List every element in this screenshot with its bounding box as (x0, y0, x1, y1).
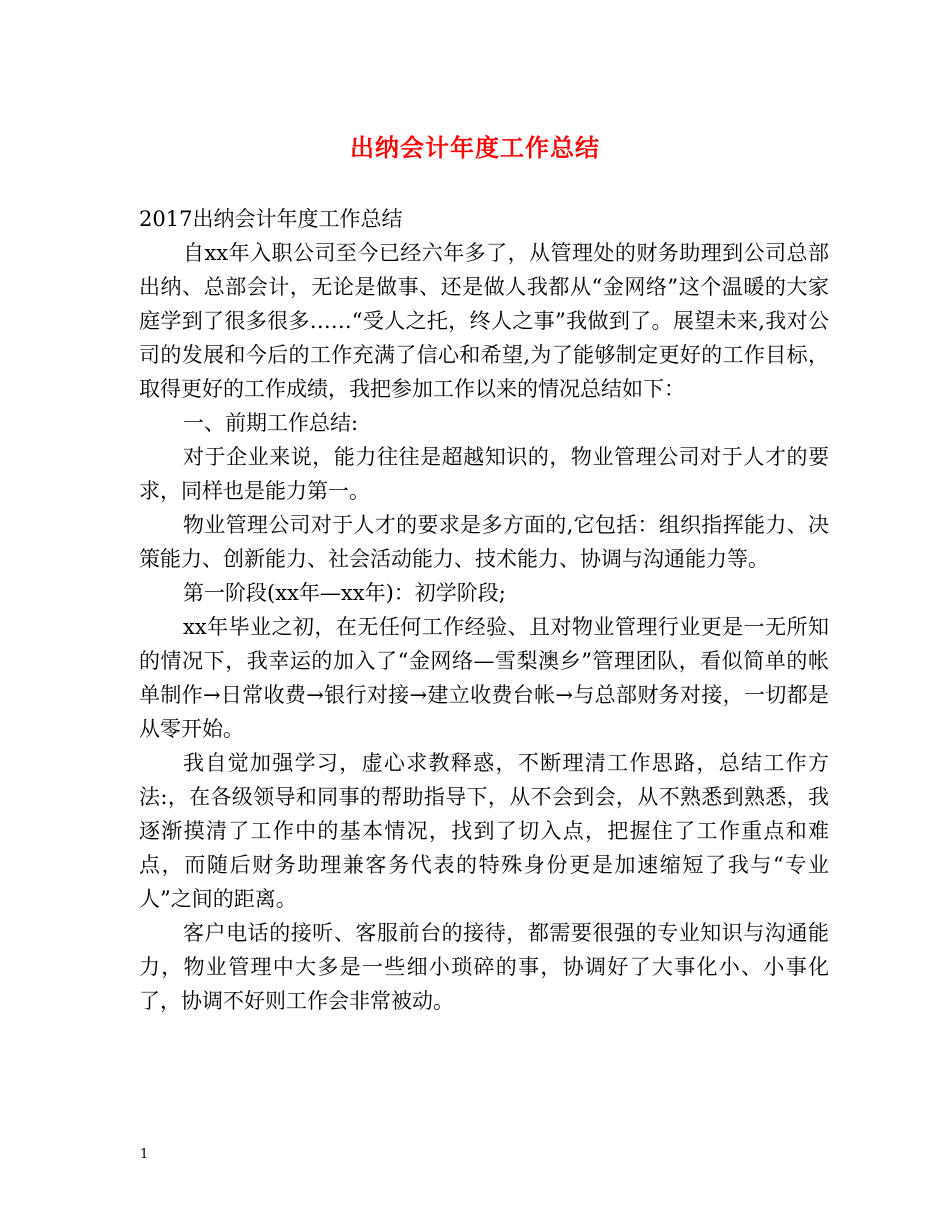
paragraph: 我自觉加强学习，虚心求教释惑，不断理清工作思路，总结工作方法:，在各级领导和同事的帮助指导下，从不会到会，从不熟悉到熟悉，我逐渐摸清了工作中的基本情况，找到了切入点，把握住了工作重点和难点，而随后财务助理兼客务代表的特殊身份更是加速缩短了我与“专业人”之间的距离。 (139, 751, 829, 911)
document-title: 出纳会计年度工作总结 (350, 133, 600, 162)
paragraph: xx年毕业之初，在无任何工作经验、且对物业管理行业更是一无所知的情况下，我幸运的加入了“金网络—雪梨澳乡”管理团队，看似简单的帐单制作→日常收费→银行对接→建立收费台帐→与总部财务对接，一切都是从零开始。 (139, 615, 829, 741)
paragraph: 客户电话的接听、客服前台的接待，都需要很强的专业知识与沟通能力，物业管理中大多是一些细小琐碎的事，协调好了大事化小、小事化了，协调不好则工作会非常被动。 (139, 921, 829, 1013)
stage-heading: 第一阶段(xx年—xx年)：初学阶段; (183, 581, 506, 605)
section-heading: 一、前期工作总结: (183, 411, 359, 435)
document-body (139, 202, 829, 1018)
document-subtitle: 2017出纳会计年度工作总结 (139, 207, 403, 231)
paragraph: 物业管理公司对于人才的要求是多方面的,它包括：组织指挥能力、决策能力、创新能力、社会活动能力、技术能力、协调与沟通能力等。 (139, 513, 829, 571)
paragraph: 自xx年入职公司至今已经六年多了，从管理处的财务助理到公司总部出纳、总部会计，无论是做事、还是做人我都从“金网络”这个温暖的大家庭学到了很多很多……“受人之托，终人之事”我做到了。展望未来,我对公司的发展和今后的工作充满了信心和希望,为了能够制定更好的工作目标，取得更好的工作成绩，我把参加工作以来的情况总结如下： (139, 241, 829, 401)
page-number: 1 (140, 1147, 149, 1162)
paragraph: 对于企业来说，能力往往是超越知识的，物业管理公司对于人才的要求，同样也是能力第一。 (139, 445, 829, 503)
